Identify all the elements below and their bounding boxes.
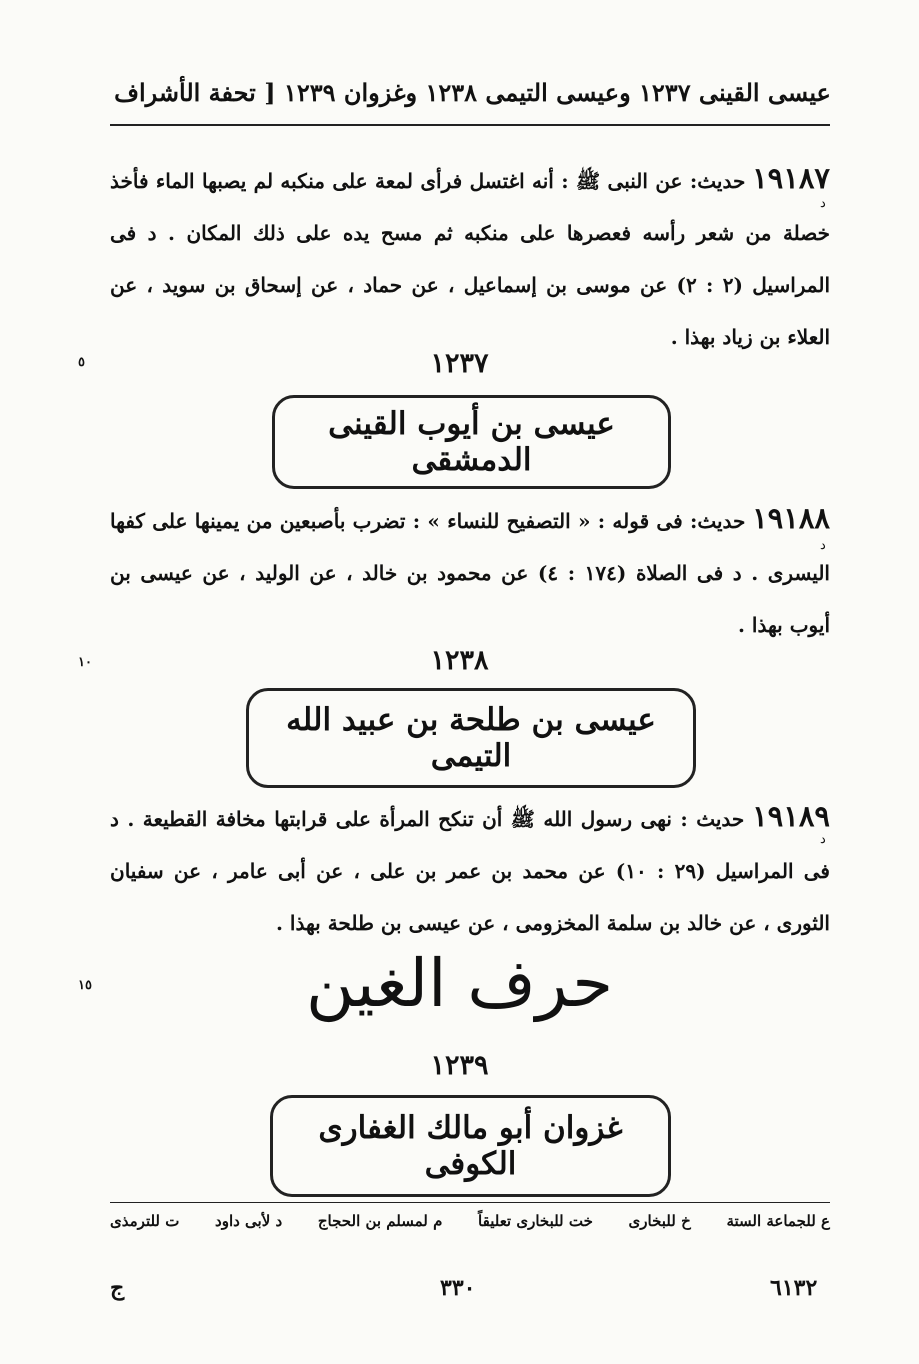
hadith-text: حديث : نهى رسول الله ﷺ أن تنكح المرأة على قرابتها مخافة القطيعة . د فى المراسيل (٢٩ : ١٠) عن محمد بن عمر بن على ، عن أبى عامر ، عن سفيان الثورى ، عن خالد بن سلمة المخزومى ، عن عيسى بن طلحة بهذا . [110, 807, 830, 935]
running-header: عيسى القينى ١٢٣٧ وعيسى التيمى ١٢٣٨ وغزوان ١٢٣٩ [ تحفة الأشراف [114, 78, 831, 107]
section-title-box [270, 1095, 671, 1197]
hadith-text: حديث: عن النبى ﷺ : أنه اغتسل فرأى لمعة على منكبه لم يصبها الماء فأخذ خصلة من شعر رأسه فعصرها على منكبه ثم مسح يده على ذلك المكان . د فى المراسيل (٢ : ٢) عن موسى بن إسماعيل ، عن حماد ، عن إسحاق بن سويد ، عن العلاء بن زياد بهذا . [110, 169, 831, 349]
siglum-mark: د [820, 196, 826, 211]
section-title-box [246, 688, 696, 788]
section-number: ١٢٣٨ [430, 645, 489, 676]
hadith-entry [110, 152, 830, 363]
footer-rule [110, 1202, 830, 1203]
legend-item: خت للبخارى تعليقاً [478, 1212, 593, 1230]
legend-item: ت للترمذى [110, 1212, 180, 1230]
hadith-number: ١٩١٨٩ [752, 799, 830, 833]
siglum-mark: د [820, 832, 826, 847]
hadith-text: حديث: فى قوله : « التصفيح للنساء » : تضرب بأصبعين من يمينها على كفها اليسرى . د فى الصلاة (١٧٤ : ٤) عن محمود بن خالد ، عن الوليد ، عن عيسى بن أيوب بهذا . [110, 509, 830, 637]
section-title: غزوان أبو مالك الغفارى الكوفى [318, 1110, 623, 1182]
header-rule [110, 124, 830, 126]
page-number: ٣٣٠ [440, 1275, 476, 1301]
legend-item: ع للجماعة الستة [726, 1212, 830, 1230]
section-number: ١٢٣٧ [430, 348, 489, 379]
section-title: عيسى بن أيوب القينى الدمشقى [328, 406, 615, 478]
line-number: ١٥ [78, 978, 92, 993]
hadith-entry [110, 492, 830, 651]
hadith-number: ١٩١٨٨ [752, 501, 830, 535]
siglum-mark: د [820, 538, 826, 553]
line-number: ٥ [78, 355, 85, 370]
legend-item: م لمسلم بن الحجاج [317, 1212, 443, 1230]
line-number: ١٠ [78, 655, 92, 670]
legend-item: د لأبى داود [215, 1212, 283, 1230]
signature-mark: ج [110, 1275, 125, 1301]
hadith-number: ١٩١٨٧ [752, 161, 830, 195]
hadith-entry [110, 790, 830, 949]
chapter-title: حرف الغين [305, 945, 614, 1022]
legend-item: خ للبخارى [628, 1212, 691, 1230]
section-number: ١٢٣٩ [430, 1050, 489, 1081]
volume-page-number: ٦١٣٢ [770, 1275, 818, 1301]
section-title-box [272, 395, 671, 489]
section-title: عيسى بن طلحة بن عبيد الله التيمى [286, 702, 656, 774]
sigla-legend [110, 1212, 830, 1230]
